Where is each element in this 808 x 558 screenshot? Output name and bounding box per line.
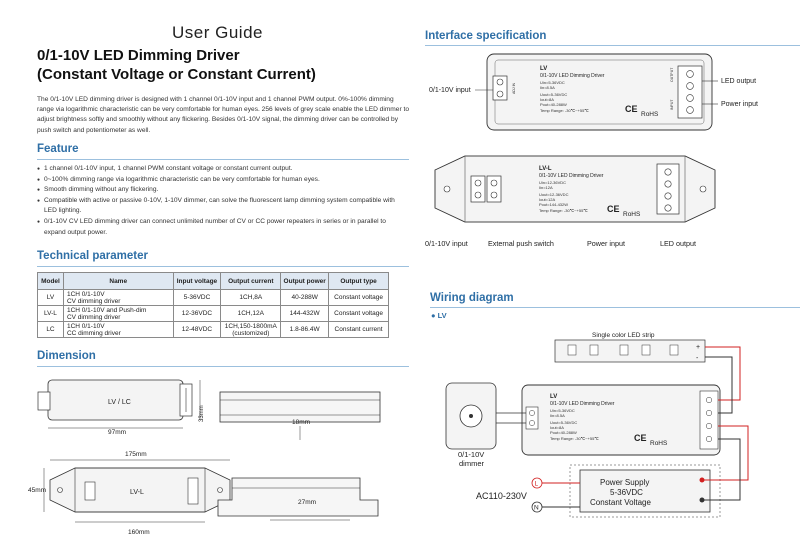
strip-plus: + (696, 344, 701, 351)
lv-lc-width: 97mm (108, 429, 127, 436)
col-header: Name (63, 273, 173, 290)
lvl-interface-diagram (415, 150, 805, 228)
name-line: CC dimming driver (66, 329, 121, 337)
current-line: 1CH,150-1800mA (224, 322, 277, 330)
lv-product: 0/1-10V LED Dimming Driver (540, 73, 605, 79)
table-row (38, 322, 389, 338)
lv-lc-label: LV / LC (108, 399, 131, 406)
current-line: (customized) (232, 329, 270, 337)
cell-name (63, 322, 173, 338)
feature-item: ● Smooth dimming without any flickering. (37, 185, 409, 196)
cell-input: 5-36VDC (173, 290, 221, 306)
interface-rule (425, 45, 800, 46)
intro-paragraph: The 0/1-10V LED dimming driver is designed with 1 channel 0/1-10V input and 1 channel PWM output. 0%-100% dimming range via logarithmic characteristic can be very comfortable for human eyes. 256 levels of grey scale enable the LED dimmer to adjust brightness softly and smoothly without any flickering. Besides 0/1-10V signal, the dimming driver can be controlled by push switch and potentiometer as well. (37, 96, 409, 134)
lv-output-label: LED output (721, 78, 757, 85)
wiring-subheading: ● LV (431, 311, 447, 320)
name-line: CV dimming driver (66, 297, 121, 305)
wiring-heading: Wiring diagram (430, 292, 514, 304)
col-header: Output current (221, 273, 281, 290)
lv-spec: Uin=5-36VDC (540, 80, 565, 85)
dimension-heading: Dimension (37, 350, 96, 362)
wiring-driver-spec: Iout=8A (550, 425, 564, 430)
lv-ce-mark: CE (625, 104, 638, 114)
cell-name (63, 306, 173, 322)
cell-input: 12-36VDC (173, 306, 221, 322)
name-line: 1CH 0/1-10V (66, 290, 105, 298)
psu-voltage: 5-36VDC (610, 488, 643, 497)
feature-item: ● Compatible with active or passive 0-10V, 1-10V dimmer, can solve the fluorescent lamp dimming system compatible with LED lighting. (37, 196, 409, 217)
live-label: L (534, 480, 539, 488)
wiring-driver-temp: Temp Range: -30℃~+55℃ (550, 436, 599, 441)
wiring-ce-mark: CE (634, 433, 647, 443)
wiring-driver-product: 0/1-10V LED Dimming Driver (550, 401, 615, 407)
feature-list (37, 164, 409, 238)
lvl-width: 160mm (128, 529, 150, 536)
lv-power-label: Power input (721, 101, 758, 108)
lvl-power-label: Power input (587, 239, 625, 248)
parameter-table (37, 272, 389, 338)
lvl-product: 0/1-10V LED Dimming Driver (539, 173, 604, 179)
tech-heading: Technical parameter (37, 250, 149, 262)
current-line: 1CH,12A (237, 310, 264, 317)
cell-model: LC (38, 322, 64, 338)
table-header-row (38, 273, 389, 290)
cell-power: 144-432W (281, 306, 329, 322)
lvl-rohs: RoHS (623, 211, 641, 218)
interface-heading: Interface specification (425, 30, 547, 42)
current-line: 1CH,8A (239, 294, 263, 301)
lvl-label: LV-L (130, 489, 144, 496)
feature-heading: Feature (37, 143, 79, 155)
lvl-spec: Iin=12A (539, 185, 553, 190)
side-2-height: 27mm (298, 499, 317, 506)
lvl-temp: Temp Range: -30℃~+55℃ (539, 208, 588, 213)
wiring-driver-spec: Uout=5-36VDC (550, 420, 578, 425)
psu-type: Constant Voltage (590, 498, 651, 507)
table-row (38, 306, 389, 322)
lv-rohs: RoHS (641, 111, 659, 118)
lvl-switch-label: External push switch (488, 239, 554, 248)
neutral-label: N (534, 504, 539, 512)
col-header: Input voltage (173, 273, 221, 290)
cell-name (63, 290, 173, 306)
lvl-spec: Uout=12-36VDC (539, 192, 569, 197)
lvl-input-label: 0/1-10V input (425, 239, 468, 248)
wiring-rule (430, 307, 800, 308)
tech-rule (37, 266, 409, 267)
col-header: Output power (281, 273, 329, 290)
wiring-driver-spec: Iin=8.5A (550, 413, 565, 418)
strip-label: Single color LED strip (592, 332, 655, 339)
lvl-height: 45mm (28, 487, 47, 494)
cell-type: Constant voltage (329, 290, 389, 306)
cell-current (221, 306, 281, 322)
dimension-rule (37, 366, 409, 367)
name-line: 1CH 0/1-10V (66, 322, 105, 330)
feature-rule (37, 159, 409, 160)
wiring-diagram (430, 325, 808, 558)
wiring-sub-label: LV (437, 311, 447, 320)
name-line: 1CH 0/1-10V and Push-dim (66, 306, 147, 314)
dimension-drawings (30, 370, 420, 558)
page-title (37, 46, 316, 84)
feature-item: ● 0~100% dimming range via logarithmic characteristic can be very comfortable for human eyes. (37, 175, 409, 186)
lv-model: LV (540, 66, 548, 72)
wiring-driver-spec: Pout=40-288W (550, 430, 577, 435)
dimmer-label: dimmer (459, 459, 485, 468)
psu-title: Power Supply (600, 478, 650, 487)
cell-power: 1.8-86.4W (281, 322, 329, 338)
cell-current (221, 290, 281, 306)
lv-spec: Uout=5-36VDC (540, 92, 568, 97)
title-line-1: 0/1-10V LED Dimming Driver (37, 47, 240, 64)
side-view-1 (220, 392, 380, 440)
cell-power: 40-288W (281, 290, 329, 306)
table-row (38, 290, 389, 306)
strip-minus: - (696, 355, 699, 362)
col-header: Output type (329, 273, 389, 290)
lv-interface-diagram (415, 48, 805, 140)
lvl-spec: Iout=12A (539, 197, 556, 202)
lvl-total-length: 175mm (125, 451, 147, 458)
led-strip (555, 340, 705, 362)
lv-lc-height: 33mm (199, 405, 205, 422)
side-1-height: 18mm (292, 419, 311, 426)
cell-type: Constant voltage (329, 306, 389, 322)
wiring-driver-spec: Uin=5-36VDC (550, 408, 575, 413)
cell-input: 12-48VDC (173, 322, 221, 338)
lv-term-out: OUTPUT (670, 67, 674, 82)
lv-term-in: ADJ IN (512, 82, 516, 94)
lv-spec: Pout=40-288W (540, 102, 567, 107)
lvl-ce-mark: CE (607, 204, 620, 214)
cell-model: LV-L (38, 306, 64, 322)
lvl-spec: Pout=144-432W (539, 202, 569, 207)
wiring-driver-model: LV (550, 394, 558, 400)
lv-spec: Iout=8A (540, 97, 554, 102)
lv-input-label: 0/1-10V input (429, 87, 471, 94)
lvl-output-label: LED output (660, 239, 696, 248)
wiring-rohs: RoHS (650, 440, 668, 447)
cell-model: LV (38, 290, 64, 306)
cell-current (221, 322, 281, 338)
feature-item: ● 1 channel 0/1-10V input, 1 channel PWM constant voltage or constant current output. (37, 164, 409, 175)
lv-spec: Iin=8.5A (540, 85, 555, 90)
lvl-model: LV-L (539, 166, 552, 172)
ac-label: AC110-230V (476, 491, 527, 501)
lv-term-pwr: INPUT (670, 99, 674, 110)
guide-title: User Guide (172, 23, 263, 42)
lvl-spec: Uin=12-36VDC (539, 180, 567, 185)
name-line: CV dimming driver (66, 313, 121, 321)
title-line-2: (Constant Voltage or Constant Current) (37, 66, 316, 83)
cell-type: Constant current (329, 322, 389, 338)
col-header: Model (38, 273, 64, 290)
lv-temp: Temp Range: -30℃~+55℃ (540, 108, 589, 113)
dimmer-label: 0/1-10V (458, 450, 485, 459)
feature-item: ● 0/1-10V CV LED dimming driver can connect unlimited number of CV or CC power repeaters in series or in parallel to expand output power. (37, 217, 409, 238)
